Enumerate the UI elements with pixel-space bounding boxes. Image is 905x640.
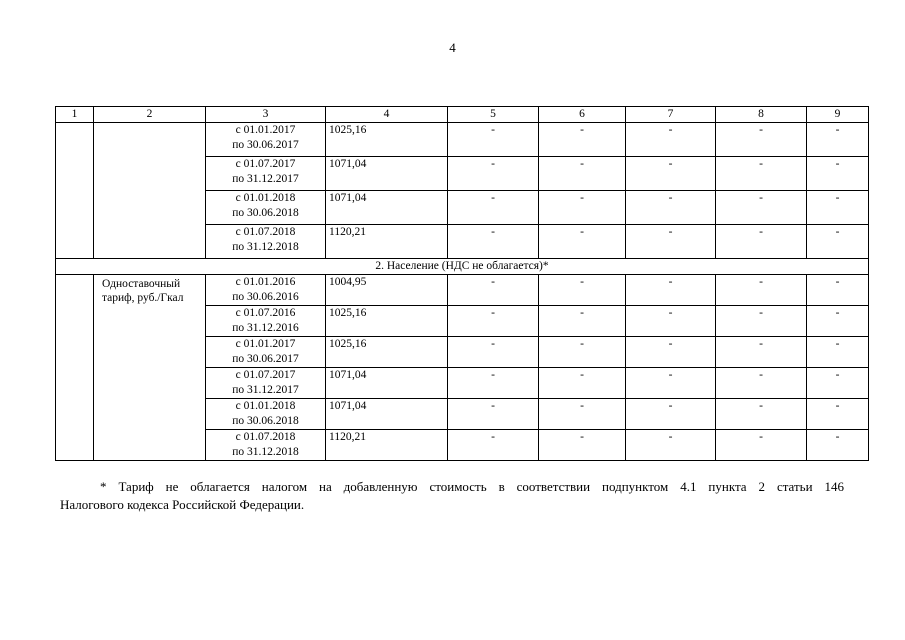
period-cell bbox=[206, 157, 326, 191]
period-to: по 30.06.2018 bbox=[232, 207, 299, 219]
period-from: с 01.01.2018 bbox=[235, 192, 296, 204]
period-from: с 01.07.2018 bbox=[235, 226, 296, 238]
dash-cell: - bbox=[539, 225, 626, 259]
dash-cell: - bbox=[716, 191, 807, 225]
dash-cell: - bbox=[539, 399, 626, 430]
period-from: с 01.01.2016 bbox=[235, 276, 296, 288]
dash-cell: - bbox=[539, 337, 626, 368]
dash-cell: - bbox=[716, 225, 807, 259]
table-header-row bbox=[56, 107, 869, 123]
period-to: по 31.12.2017 bbox=[232, 384, 299, 396]
dash-cell: - bbox=[448, 225, 539, 259]
dash-cell: - bbox=[539, 123, 626, 157]
period-from: с 01.07.2017 bbox=[235, 158, 296, 170]
period-cell bbox=[206, 123, 326, 157]
header-cell: 6 bbox=[539, 107, 626, 123]
period-cell bbox=[206, 399, 326, 430]
header-cell: 9 bbox=[807, 107, 869, 123]
dash-cell: - bbox=[539, 306, 626, 337]
dash-cell: - bbox=[807, 275, 869, 306]
dash-cell: - bbox=[539, 368, 626, 399]
dash-cell: - bbox=[807, 225, 869, 259]
header-cell: 2 bbox=[94, 107, 206, 123]
dash-cell: - bbox=[626, 275, 716, 306]
dash-cell: - bbox=[716, 337, 807, 368]
value-cell: 1071,04 bbox=[326, 399, 448, 430]
col2-cell bbox=[94, 123, 206, 259]
tariff-name-cell bbox=[94, 275, 206, 461]
dash-cell: - bbox=[626, 225, 716, 259]
period-from: с 01.07.2017 bbox=[235, 369, 296, 381]
header-cell: 7 bbox=[626, 107, 716, 123]
dash-cell: - bbox=[448, 191, 539, 225]
value-cell: 1025,16 bbox=[326, 306, 448, 337]
dash-cell: - bbox=[448, 306, 539, 337]
period-from: с 01.07.2018 bbox=[235, 431, 296, 443]
col1-cell bbox=[56, 123, 94, 259]
period-cell bbox=[206, 275, 326, 306]
value-cell: 1071,04 bbox=[326, 157, 448, 191]
value-cell: 1025,16 bbox=[326, 337, 448, 368]
value-cell: 1120,21 bbox=[326, 430, 448, 461]
col1-cell bbox=[56, 275, 94, 461]
table-row bbox=[56, 123, 869, 157]
footnote-line: * Тариф не облагается налогом на добавленную стоимость в соответствии подпунктом 4.1 пункта 2 статьи 146 bbox=[100, 479, 844, 494]
dash-cell: - bbox=[716, 430, 807, 461]
header-cell: 3 bbox=[206, 107, 326, 123]
dash-cell: - bbox=[539, 430, 626, 461]
value-cell: 1071,04 bbox=[326, 368, 448, 399]
dash-cell: - bbox=[626, 430, 716, 461]
dash-cell: - bbox=[716, 306, 807, 337]
dash-cell: - bbox=[448, 430, 539, 461]
period-cell bbox=[206, 430, 326, 461]
period-from: с 01.01.2017 bbox=[235, 124, 296, 136]
dash-cell: - bbox=[626, 123, 716, 157]
dash-cell: - bbox=[539, 157, 626, 191]
footnote bbox=[60, 478, 844, 514]
period-cell bbox=[206, 368, 326, 399]
period-from: с 01.07.2016 bbox=[235, 307, 296, 319]
value-cell: 1025,16 bbox=[326, 123, 448, 157]
header-cell: 1 bbox=[56, 107, 94, 123]
tariff-table bbox=[55, 106, 869, 461]
tariff-name-line: тариф, руб./Гкал bbox=[102, 292, 184, 304]
dash-cell: - bbox=[626, 368, 716, 399]
dash-cell: - bbox=[807, 191, 869, 225]
value-cell: 1120,21 bbox=[326, 225, 448, 259]
period-cell bbox=[206, 337, 326, 368]
dash-cell: - bbox=[448, 123, 539, 157]
period-cell bbox=[206, 191, 326, 225]
table-row bbox=[56, 275, 869, 306]
footnote-line: Налогового кодекса Российской Федерации. bbox=[60, 497, 305, 512]
dash-cell: - bbox=[807, 368, 869, 399]
page-number: 4 bbox=[449, 40, 456, 55]
period-to: по 31.12.2016 bbox=[232, 322, 299, 334]
dash-cell: - bbox=[807, 337, 869, 368]
dash-cell: - bbox=[716, 399, 807, 430]
header-cell: 5 bbox=[448, 107, 539, 123]
dash-cell: - bbox=[448, 337, 539, 368]
dash-cell: - bbox=[716, 157, 807, 191]
dash-cell: - bbox=[807, 430, 869, 461]
dash-cell: - bbox=[448, 368, 539, 399]
value-cell: 1071,04 bbox=[326, 191, 448, 225]
period-to: по 30.06.2016 bbox=[232, 291, 299, 303]
value-cell: 1004,95 bbox=[326, 275, 448, 306]
section-title: 2. Население (НДС не облагается)* bbox=[56, 259, 869, 275]
period-cell bbox=[206, 306, 326, 337]
period-to: по 31.12.2018 bbox=[232, 241, 299, 253]
period-from: с 01.01.2017 bbox=[235, 338, 296, 350]
period-to: по 30.06.2017 bbox=[232, 139, 299, 151]
dash-cell: - bbox=[448, 275, 539, 306]
period-cell bbox=[206, 225, 326, 259]
dash-cell: - bbox=[716, 368, 807, 399]
dash-cell: - bbox=[626, 306, 716, 337]
dash-cell: - bbox=[716, 123, 807, 157]
period-to: по 30.06.2018 bbox=[232, 415, 299, 427]
period-to: по 31.12.2018 bbox=[232, 446, 299, 458]
dash-cell: - bbox=[626, 399, 716, 430]
period-to: по 31.12.2017 bbox=[232, 173, 299, 185]
dash-cell: - bbox=[807, 306, 869, 337]
header-cell: 8 bbox=[716, 107, 807, 123]
dash-cell: - bbox=[807, 399, 869, 430]
dash-cell: - bbox=[448, 399, 539, 430]
section-row bbox=[56, 259, 869, 275]
dash-cell: - bbox=[626, 191, 716, 225]
dash-cell: - bbox=[539, 191, 626, 225]
tariff-name-line: Одноставочный bbox=[102, 278, 181, 290]
period-from: с 01.01.2018 bbox=[235, 400, 296, 412]
dash-cell: - bbox=[539, 275, 626, 306]
dash-cell: - bbox=[448, 157, 539, 191]
dash-cell: - bbox=[716, 275, 807, 306]
header-cell: 4 bbox=[326, 107, 448, 123]
period-to: по 30.06.2017 bbox=[232, 353, 299, 365]
dash-cell: - bbox=[626, 337, 716, 368]
dash-cell: - bbox=[626, 157, 716, 191]
dash-cell: - bbox=[807, 157, 869, 191]
dash-cell: - bbox=[807, 123, 869, 157]
